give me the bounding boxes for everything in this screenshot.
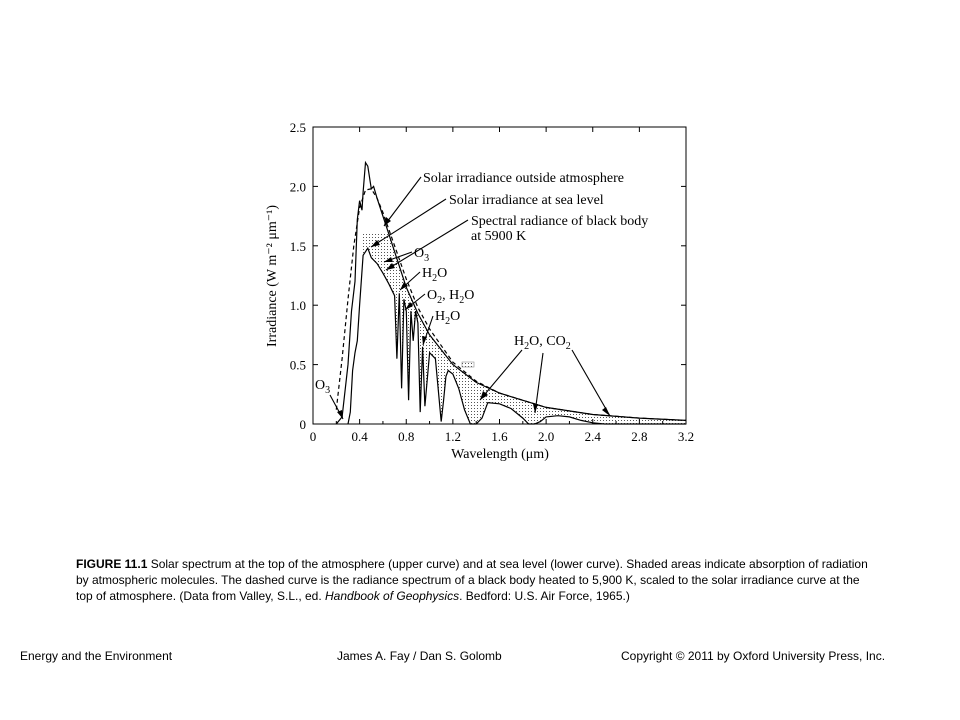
x-tick-label: 0.4 [351, 429, 368, 444]
figure-label: FIGURE 11.1 [76, 557, 148, 571]
y-axis-label: Irradiance (W m⁻² μm⁻¹) [265, 205, 280, 347]
footer-copyright: Copyright © 2011 by Oxford University Press, Inc. [621, 649, 886, 663]
x-tick-label: 0.8 [398, 429, 415, 444]
annotation-outside-atmosphere: Solar irradiance outside atmosphere [423, 171, 624, 186]
absorption-label-o2-h2o: $O_2$, $H_2O$ [427, 288, 475, 306]
absorption-label-h2o-1: $H_2O$ [422, 266, 448, 284]
x-tick-label: 2.0 [538, 429, 555, 444]
y-tick-label: 1.5 [289, 238, 306, 254]
footer-authors: James A. Fay / Dan S. Golomb [337, 649, 502, 663]
y-tick-label: 2.0 [289, 179, 306, 195]
x-tick-label: 2.8 [631, 429, 648, 444]
x-tick-label: 3.2 [677, 429, 695, 444]
footer-book-title: Energy and the Environment [20, 649, 173, 663]
annotation-black-body-temp: at 5900 K [471, 229, 527, 244]
annotation-sea-level: Solar irradiance at sea level [449, 193, 604, 208]
y-tick-label: 0.5 [289, 357, 306, 373]
caption-text-1: Solar spectrum at the top of the atmosphere (upper curve) and at sea level (lower curve). Shaded areas indicate absorption of radiation by atmospheric molecules. The dashed curve is the radiance spectrum of a black body heated to 5,900 K, scaled to the solar irradiance curve at the top of atmosphere. (Data from Valley, S.L., ed. [76, 557, 868, 603]
y-tick-label: 1.0 [289, 298, 306, 314]
shading-swatch [462, 362, 474, 367]
arrowhead-o3-uv [337, 410, 343, 419]
arrowhead-h2o-co2-3 [602, 407, 610, 416]
arrow-h2o-co2-1 [480, 350, 522, 400]
y-tick-label: 0 [299, 417, 306, 432]
x-tick-label: 1.6 [491, 429, 508, 444]
figure-caption [76, 556, 876, 604]
absorption-label-h2o-2: $H_2O$ [435, 309, 461, 327]
x-tick-label: 2.4 [584, 429, 601, 444]
absorption-label-o3-uv: $O_3$ [315, 378, 331, 396]
absorption-label-h2o-co2: $H_2O$, $CO_2$ [514, 334, 571, 352]
caption-book-title: Handbook of Geophysics [325, 589, 460, 603]
x-tick-label: 0 [309, 429, 317, 444]
annotation-black-body: Spectral radiance of black body [471, 214, 649, 229]
caption-text-2: . Bedford: U.S. Air Force, 1965.) [459, 589, 630, 603]
absorption-label-o3-visible: $O_3$ [414, 246, 430, 264]
y-tick-label: 2.5 [289, 120, 306, 135]
arrow-h2o-co2-3 [572, 350, 610, 416]
x-axis-label: Wavelength (μm) [451, 447, 549, 462]
x-tick-label: 1.2 [444, 429, 461, 444]
